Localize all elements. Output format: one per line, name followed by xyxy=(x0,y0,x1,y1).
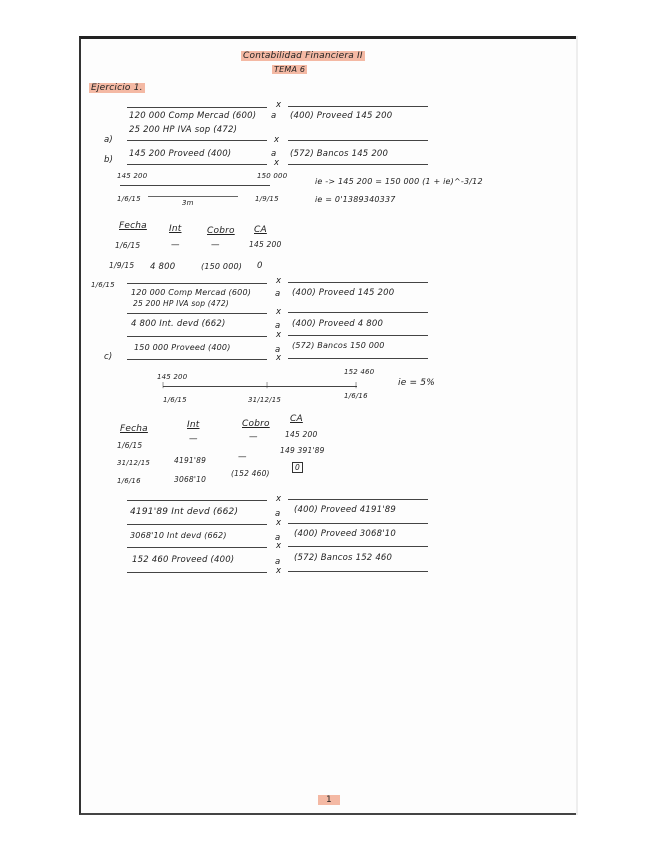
entry-separator xyxy=(288,140,428,141)
table-header-fecha: Fecha xyxy=(120,424,148,434)
entry-connector: a xyxy=(275,533,281,543)
entry-credit: (572) Bancos 152 460 xyxy=(294,553,393,563)
table-cell: 0 xyxy=(257,261,263,271)
timeline-value-left: 145 200 xyxy=(117,172,148,180)
entry-separator xyxy=(288,164,428,165)
table-cell: 145 200 xyxy=(249,240,282,249)
entry-separator xyxy=(127,359,267,360)
entry-separator xyxy=(288,499,428,500)
period-arrow xyxy=(148,196,238,197)
separator-mark: x xyxy=(276,494,282,504)
timeline-value-left: 145 200 xyxy=(157,373,188,381)
table-cell: 31/12/15 xyxy=(117,459,151,467)
entry-credit: (400) Proveed 3068'10 xyxy=(294,529,396,539)
entry-date: 1/6/15 xyxy=(91,281,115,289)
timeline-date-right: 1/6/16 xyxy=(344,392,368,400)
separator-mark: x xyxy=(276,353,282,363)
table-cell: 1/6/15 xyxy=(115,241,141,250)
entry-connector: a xyxy=(275,509,281,519)
table-cell: 1/6/15 xyxy=(117,441,143,450)
entry-connector: a xyxy=(275,289,281,299)
table-cell: — xyxy=(249,432,258,442)
section-label-b: b) xyxy=(104,155,114,165)
entry-debit: 120 000 Comp Mercad (600) xyxy=(131,288,252,297)
table-header-fecha: Fecha xyxy=(119,221,147,231)
table-cell: 1/9/15 xyxy=(109,261,135,270)
table-header-int: Int xyxy=(169,224,182,234)
entry-debit: 4191'89 Int devd (662) xyxy=(130,507,239,517)
separator-mark: x xyxy=(276,518,282,528)
entry-credit: (572) Bancos 150 000 xyxy=(292,341,385,350)
entry-separator xyxy=(127,140,267,141)
timeline-period: 3m xyxy=(182,199,194,207)
separator-mark: x xyxy=(274,158,280,168)
entry-debit: 150 000 Proveed (400) xyxy=(134,343,231,352)
table-header-ca: CA xyxy=(254,225,267,235)
table-cell: — xyxy=(211,240,220,250)
entry-separator xyxy=(288,106,428,107)
entry-debit: 4 800 Int. devd (662) xyxy=(131,319,226,329)
table-cell: — xyxy=(238,452,247,462)
entry-separator xyxy=(288,335,428,336)
entry-credit: (400) Proveed 4 800 xyxy=(292,319,384,329)
separator-mark: x xyxy=(276,307,282,317)
entry-separator xyxy=(127,107,267,108)
entry-credit: (400) Proveed 145 200 xyxy=(292,288,395,298)
section-label-c: c) xyxy=(104,352,113,362)
table-cell: 4 800 xyxy=(150,262,176,272)
entry-connector: a xyxy=(275,557,281,567)
table-cell: 145 200 xyxy=(285,430,318,439)
entry-credit: (400) Proveed 145 200 xyxy=(290,111,393,121)
entry-connector: a xyxy=(271,111,277,121)
table-header-cobro: Cobro xyxy=(242,419,270,429)
page-number: 1 xyxy=(318,795,340,805)
entry-connector: a xyxy=(275,345,281,355)
topic-title: TEMA 6 xyxy=(274,65,306,74)
table-cell: 4191'89 xyxy=(174,456,207,465)
entry-debit: 152 460 Proveed (400) xyxy=(132,555,235,565)
entry-separator xyxy=(288,282,428,283)
timeline-axis xyxy=(120,185,270,186)
table-header-cobro: Cobro xyxy=(207,226,235,236)
entry-separator xyxy=(288,312,428,313)
entry-debit: 145 200 Proveed (400) xyxy=(129,149,232,159)
rate-result: ie = 0'1389340337 xyxy=(315,195,396,204)
entry-separator xyxy=(288,523,428,524)
entry-connector: a xyxy=(275,321,281,331)
entry-separator xyxy=(288,571,428,572)
timeline-axis xyxy=(163,386,357,387)
entry-debit: 25 200 HP IVA sop (472) xyxy=(129,125,238,135)
table-header-ca: CA xyxy=(290,414,303,424)
course-title: Contabilidad Financiera II xyxy=(243,51,363,61)
exercise-title: Ejercicio 1. xyxy=(91,83,143,93)
separator-mark: x xyxy=(276,100,282,110)
entry-separator xyxy=(127,313,267,314)
table-cell-boxed: 0 xyxy=(292,462,303,473)
entry-separator xyxy=(288,546,428,547)
entry-connector: a xyxy=(271,149,277,159)
timeline-date-left: 1/6/15 xyxy=(163,396,187,404)
rate-equation: ie -> 145 200 = 150 000 (1 + ie)^-3/12 xyxy=(315,177,483,186)
separator-mark: x xyxy=(276,276,282,286)
timeline-date-mid: 31/12/15 xyxy=(248,396,282,404)
separator-mark: x xyxy=(274,135,280,145)
table-cell: (152 460) xyxy=(231,469,270,478)
table-cell: — xyxy=(171,240,180,250)
timeline-date-right: 1/9/15 xyxy=(255,195,279,203)
timeline-date-left: 1/6/15 xyxy=(117,195,141,203)
section-label-a: a) xyxy=(104,135,113,145)
table-cell: (150 000) xyxy=(201,262,243,271)
entry-credit: (572) Bancos 145 200 xyxy=(290,149,389,159)
entry-debit: 120 000 Comp Mercad (600) xyxy=(129,111,257,121)
entry-credit: (400) Proveed 4191'89 xyxy=(294,505,396,515)
separator-mark: x xyxy=(276,330,282,340)
entry-debit: 3068'10 Int devd (662) xyxy=(130,531,227,540)
table-cell: 149 391'89 xyxy=(280,446,325,455)
table-cell: — xyxy=(189,434,198,444)
entry-debit: 25 200 HP IVA sop (472) xyxy=(133,299,229,308)
entry-separator xyxy=(127,283,267,284)
timeline-value-right: 150 000 xyxy=(257,172,288,180)
entry-separator xyxy=(127,572,267,573)
interest-rate: ie = 5% xyxy=(398,378,435,388)
entry-separator xyxy=(127,164,267,165)
entry-separator xyxy=(127,524,267,525)
table-cell: 1/6/16 xyxy=(117,477,141,485)
table-cell: 3068'10 xyxy=(174,475,207,484)
entry-separator xyxy=(288,358,428,359)
entry-separator xyxy=(127,547,267,548)
entry-separator xyxy=(127,336,267,337)
timeline-value-right: 152 460 xyxy=(344,368,375,376)
separator-mark: x xyxy=(276,566,282,576)
entry-separator xyxy=(127,500,267,501)
separator-mark: x xyxy=(276,541,282,551)
table-header-int: Int xyxy=(187,420,200,430)
